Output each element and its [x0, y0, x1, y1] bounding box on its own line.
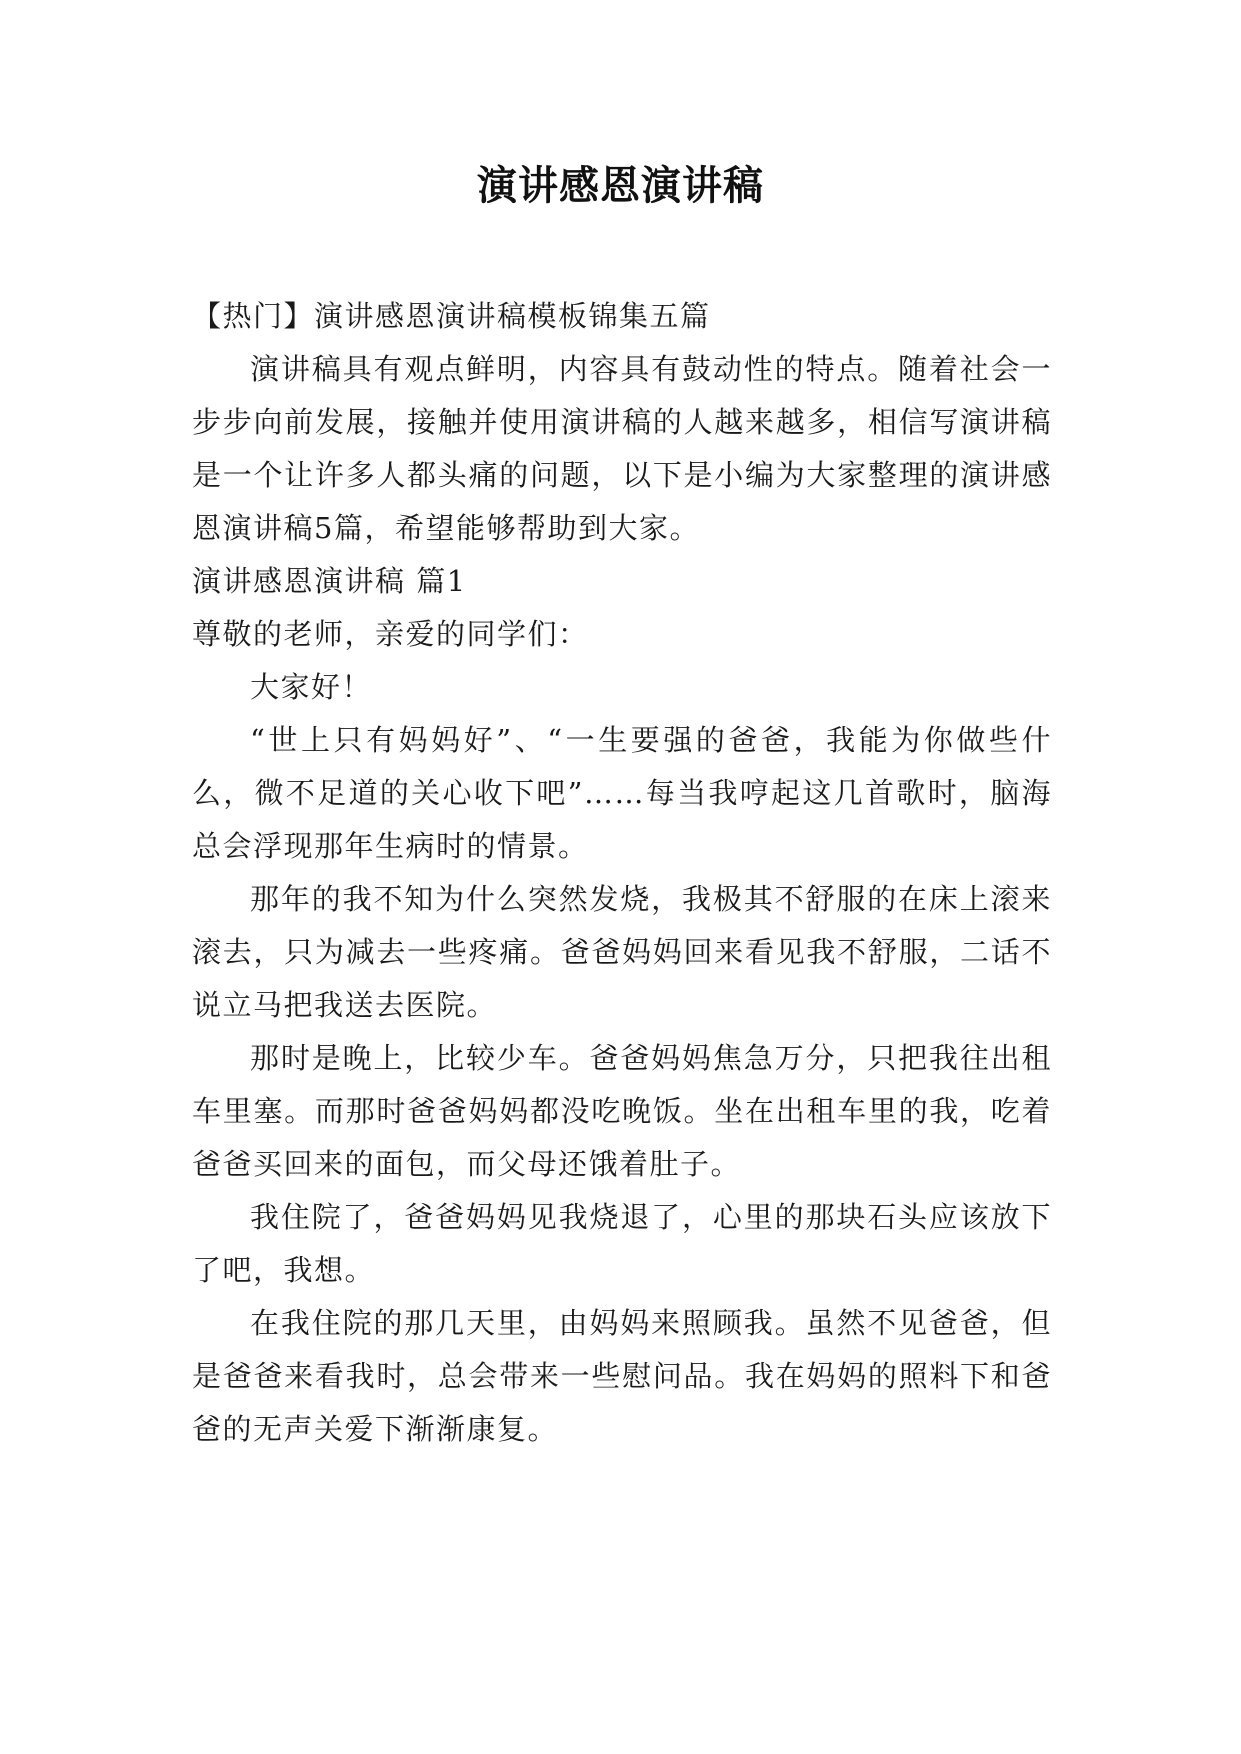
- intro-paragraph: 演讲稿具有观点鲜明，内容具有鼓动性的特点。随着社会一步步向前发展，接触并使用演讲稿的人越来越多，相信写演讲稿是一个让许多人都头痛的问题，以下是小编为大家整理的演讲感恩演讲稿5篇，希望能够帮助到大家。: [192, 352, 1052, 545]
- page-title: 演讲感恩演讲稿: [477, 162, 764, 209]
- body-paragraph: “世上只有妈妈好”、“一生要强的爸爸，我能为你做些什么，微不足道的关心收下吧”……每当我哼起这几首歌时，脑海总会浮现那年生病时的情景。: [192, 723, 1052, 863]
- body-paragraph: 那时是晚上，比较少车。爸爸妈妈焦急万分，只把我往出租车里塞。而那时爸爸妈妈都没吃晚饭。坐在出租车里的我，吃着爸爸买回来的面包，而父母还饿着肚子。: [192, 1041, 1052, 1181]
- body-paragraph: 我住院了，爸爸妈妈见我烧退了，心里的那块石头应该放下了吧，我想。: [192, 1200, 1052, 1287]
- body-paragraph: 那年的我不知为什么突然发烧，我极其不舒服的在床上滚来滚去，只为减去一些疼痛。爸爸妈妈回来看见我不舒服，二话不说立马把我送去医院。: [192, 882, 1052, 1022]
- greeting: 大家好！: [250, 670, 373, 704]
- section-heading: 演讲感恩演讲稿 篇1: [192, 564, 467, 598]
- salutation: 尊敬的老师，亲爱的同学们：: [192, 617, 589, 651]
- intro-heading: 【热门】演讲感恩演讲稿模板锦集五篇: [192, 299, 711, 333]
- document-body: [192, 290, 1052, 1456]
- body-paragraph: 在我住院的那几天里，由妈妈来照顾我。虽然不见爸爸，但是爸爸来看我时，总会带来一些慰问品。我在妈妈的照料下和爸爸的无声关爱下渐渐康复。: [192, 1306, 1052, 1446]
